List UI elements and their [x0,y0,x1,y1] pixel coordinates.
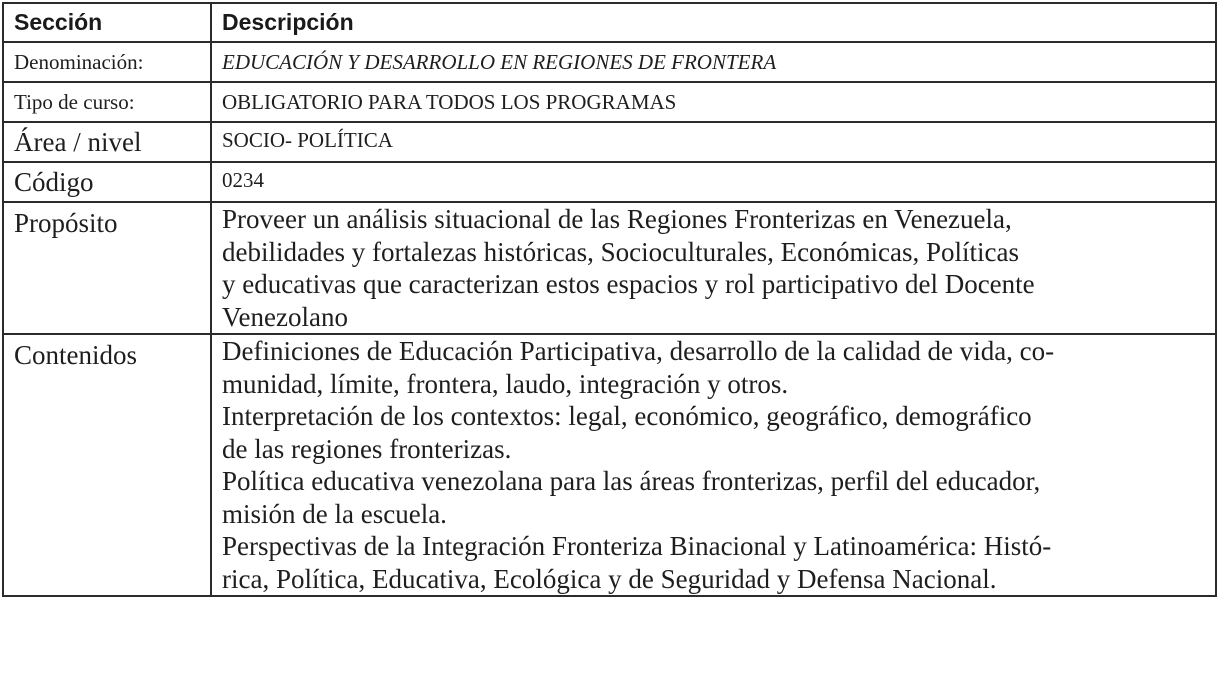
row-value: SOCIO- POLÍTICA [211,122,1216,162]
text-line: Definiciones de Educación Participativa, desarrollo de la calidad de vida, co- [222,336,1055,366]
table-row-contenidos [3,334,1216,596]
row-label: Tipo de curso: [3,82,211,122]
table-row-area-nivel [3,122,1216,162]
row-value [211,334,1216,596]
row-label: Contenidos [3,334,211,596]
table-row-codigo [3,162,1216,202]
row-label: Código [3,162,211,202]
text-line: misión de la escuela. [222,498,447,529]
column-header-description: Descripción [211,3,1216,42]
course-description-table [2,2,1217,597]
text-line: Venezolano [222,301,348,332]
row-value [211,202,1216,334]
table-row-denominacion [3,42,1216,82]
text-line: debilidades y fortalezas históricas, Socioculturales, Económicas, Políticas [222,236,1020,267]
text-line: Interpretación de los contextos: legal, económico, geográfico, demográfico [222,401,1032,431]
table-row-tipo-de-curso [3,82,1216,122]
row-label: Denominación: [3,42,211,82]
text-line: y educativas que caracterizan estos espacios y rol participativo del Docente [222,269,1035,299]
text-line: Proveer un análisis situacional de las Regiones Fronterizas en Venezuela, [222,204,1012,234]
text-line: rica, Política, Educativa, Ecológica y de Seguridad y Defensa Nacional. [222,563,997,594]
text-line: de las regiones fronterizas. [222,433,512,464]
row-label: Propósito [3,202,211,334]
row-value: EDUCACIÓN Y DESARROLLO EN REGIONES DE FRONTERA [211,42,1216,82]
table-row-proposito [3,202,1216,334]
column-header-section: Sección [3,3,211,42]
text-line: munidad, límite, frontera, laudo, integración y otros. [222,368,789,399]
row-label: Área / nivel [3,122,211,162]
text-line: Perspectivas de la Integración Fronteriza Binacional y Latinoamérica: Histó- [222,531,1052,561]
row-value: 0234 [211,162,1216,202]
text-line: Política educativa venezolana para las áreas fronterizas, perfil del educador, [222,466,1041,496]
row-value: OBLIGATORIO PARA TODOS LOS PROGRAMAS [211,82,1216,122]
table-header-row [3,3,1216,42]
